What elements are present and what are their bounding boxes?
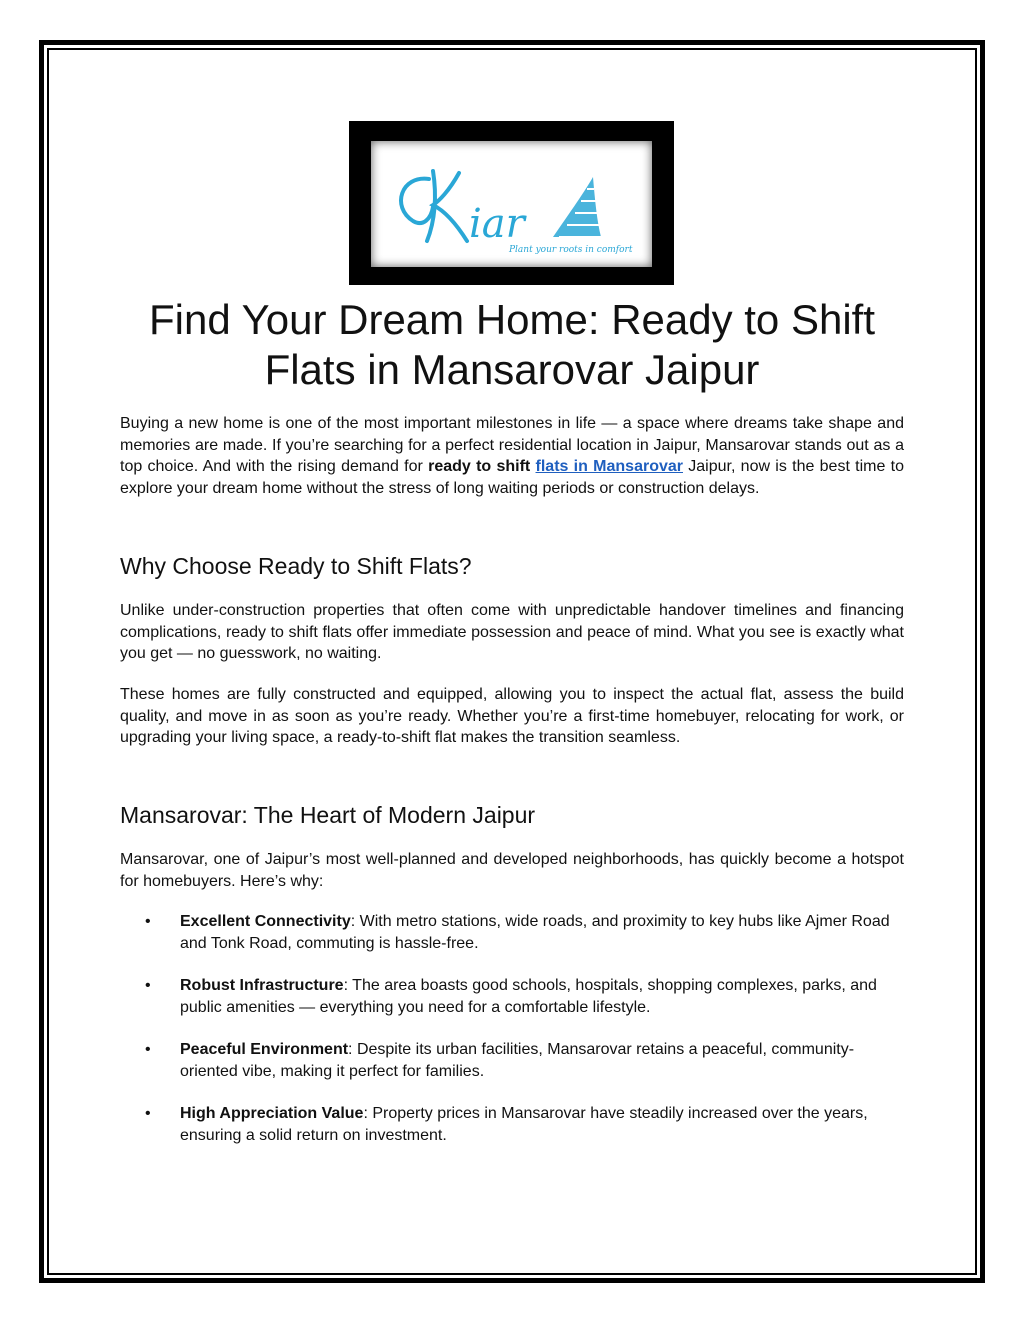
bullet-title: High Appreciation Value (180, 1105, 364, 1122)
section2-paragraph-1: Mansarovar, one of Jaipur’s most well-planned and developed neighborhoods, has quickly become a hotspot for homebuyers. Here’s why: (120, 851, 904, 890)
section-heading-why-choose: Why Choose Ready to Shift Flats? (120, 553, 472, 579)
list-item (120, 911, 904, 954)
bullet-title: Robust Infrastructure (180, 977, 344, 994)
logo-frame (349, 121, 674, 285)
bullet-title: Peaceful Environment (180, 1041, 349, 1058)
bullet-text: : The area boasts good schools, hospitals, shopping complexes, parks, and public amenities — everything you need for a comfortable lifestyle. (180, 977, 877, 1016)
section1-paragraph-2: These homes are fully constructed and equipped, allowing you to inspect the actual flat, assess the build quality, and move in as soon as you’re ready. Whether you’re a first-time homebuyer, relocating for work, or upgrading your living space, a ready-to-shift flat makes the transition seamless. (120, 686, 904, 746)
bullet-text: : With metro stations, wide roads, and proximity to key hubs like Ajmer Road and Tonk Road, commuting is hassle-free. (180, 913, 890, 952)
section-heading-mansarovar: Mansarovar: The Heart of Modern Jaipur (120, 802, 536, 828)
intro-text-1: Buying a new home is one of the most important milestones in life — a space where dreams take shape and memories are made. If you’re searching for a perfect residential location in Jaipur, Mansarovar stands out as a top choice. And with the rising demand for (120, 415, 904, 475)
logo-tagline: Plant your roots in comfort (509, 245, 633, 255)
bullet-icon: • (145, 1105, 151, 1122)
logo-brand-text: iar (469, 201, 525, 247)
list-item (120, 975, 904, 1018)
list-item (120, 1039, 904, 1082)
bullet-text: : Property prices in Mansarovar have steadily increased over the years, ensuring a solid return on investment. (180, 1105, 868, 1144)
bullet-text: : Despite its urban facilities, Mansarovar retains a peaceful, community-oriented vibe, making it perfect for families. (180, 1041, 855, 1080)
intro-bold-text: ready to shift (428, 458, 536, 475)
intro-paragraph (120, 413, 904, 499)
list-item (120, 1103, 904, 1146)
bullet-icon: • (145, 913, 151, 930)
kiara-logo-graphic (371, 141, 652, 267)
flats-in-mansarovar-link[interactable]: flats in Mansarovar (535, 458, 683, 475)
bullet-title: Excellent Connectivity (180, 913, 351, 930)
intro-text-2: Jaipur, now is the best time to explore your dream home without the stress of long waiting periods or construction delays. (120, 458, 905, 497)
bullet-icon: • (145, 977, 151, 994)
section1-paragraph-1: Unlike under-construction properties that often come with unpredictable handover timelines and financing complications, ready to shift flats offer immediate possession and peace of mind. What you see is exactly what you get — no guesswork, no waiting. (120, 602, 904, 662)
page-title: Find Your Dream Home: Ready to Shift Flats in Mansarovar Jaipur (148, 296, 876, 393)
benefits-list (120, 911, 904, 1167)
bullet-icon: • (145, 1041, 151, 1058)
logo (368, 138, 655, 270)
